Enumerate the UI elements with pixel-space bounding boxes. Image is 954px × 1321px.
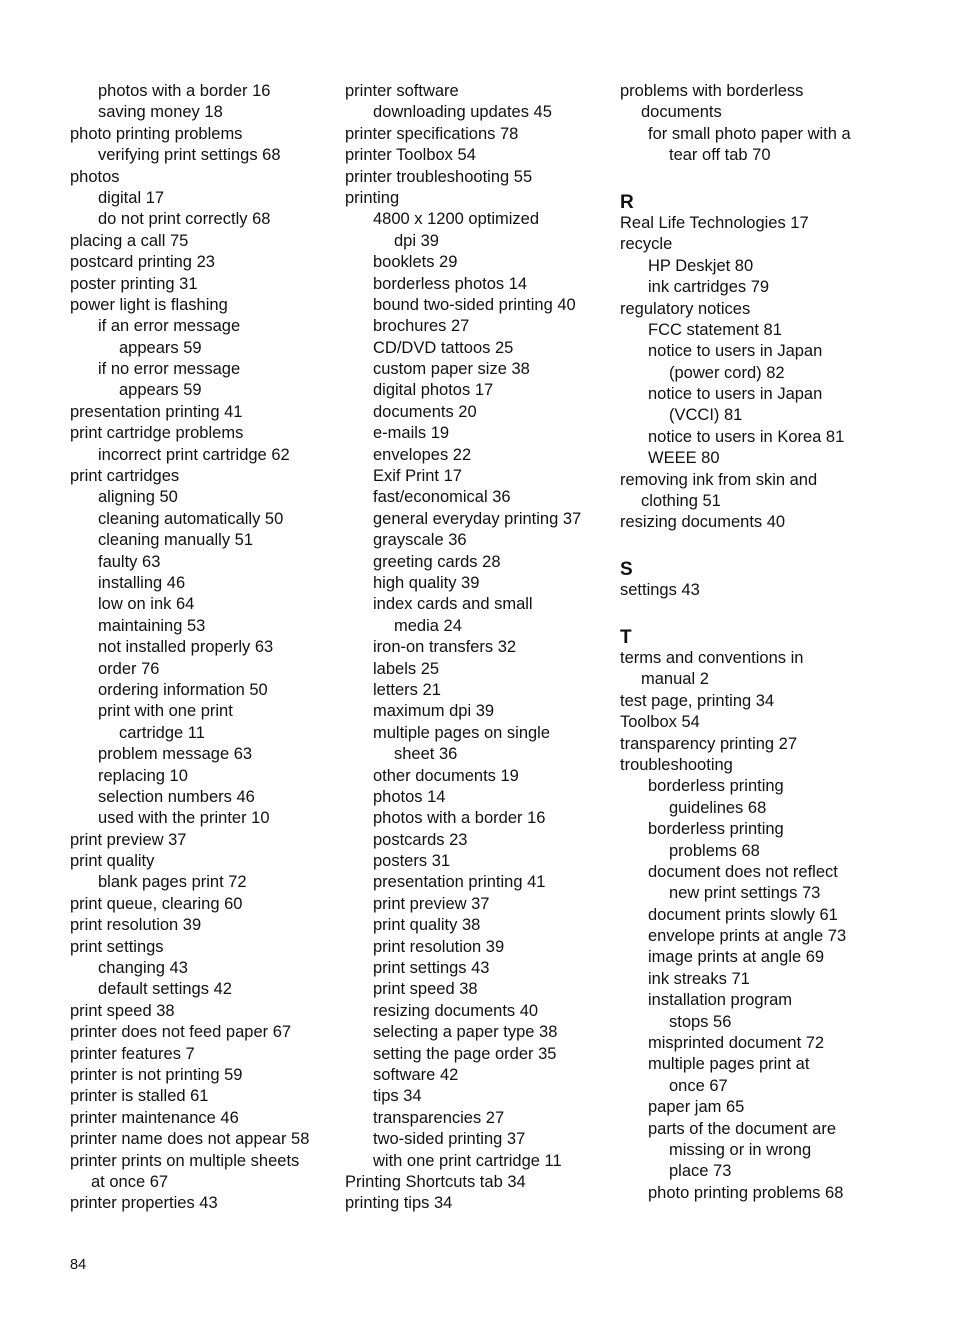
index-entry: default settings 42 [98,980,232,999]
index-entry: if no error message [98,360,241,379]
index-entry: regulatory notices [620,299,751,318]
index-entry: stops 56 [669,1012,732,1031]
index-entry: settings 43 [620,581,700,600]
index-entry: replacing 10 [98,766,188,785]
index-entry: guidelines 68 [669,798,767,817]
index-entry: do not print correctly 68 [98,210,271,229]
index-entry: other documents 19 [373,766,519,785]
index-entry: (VCCI) 81 [669,406,743,425]
index-entry: order 76 [98,659,160,678]
index-entry: photos with a border 16 [373,809,546,828]
index-entry: print resolution 39 [373,937,505,956]
index-entry: ink streaks 71 [648,969,750,988]
index-entry: maximum dpi 39 [373,702,495,721]
index-entry: borderless printing [648,820,784,839]
index-entry: transparency printing 27 [620,734,798,753]
index-entry: missing or in wrong [669,1140,812,1159]
index-entry: photo printing problems 68 [648,1183,844,1202]
index-entry: printer is not printing 59 [70,1065,243,1084]
index-entry: print queue, clearing 60 [70,894,243,913]
index-entry: notice to users in Japan [648,385,823,404]
index-entry: WEEE 80 [648,449,720,468]
index-entry: fast/economical 36 [373,488,511,507]
index-entry: two-sided printing 37 [373,1130,526,1149]
index-entry: notice to users in Korea 81 [648,427,845,446]
index-entry: used with the printer 10 [98,809,270,828]
index-entry: software 42 [373,1065,459,1084]
index-entry: 4800 x 1200 optimized [373,210,540,229]
index-entry: downloading updates 45 [373,103,552,122]
index-entry: posters 31 [373,852,451,871]
index-entry: poster printing 31 [70,274,198,293]
index-entry: print speed 38 [70,1001,175,1020]
index-entry: photos [70,167,120,186]
index-entry: appears 59 [119,338,202,357]
index-entry: Real Life Technologies 17 [620,213,809,232]
index-entry: grayscale 36 [373,531,467,550]
index-entry: notice to users in Japan [648,342,823,361]
index-entry: Printing Shortcuts tab 34 [345,1172,526,1191]
index-entry: brochures 27 [373,317,470,336]
index-entry: presentation printing 41 [70,402,243,421]
index-entry: high quality 39 [373,573,480,592]
index-entry: documents 20 [373,402,477,421]
index-entry: printer prints on multiple sheets [70,1151,300,1170]
index-entry: letters 21 [373,680,441,699]
index-entry: document prints slowly 61 [648,905,838,924]
index-entry: print resolution 39 [70,916,202,935]
index-entry: HP Deskjet 80 [648,256,754,275]
index-entry: if an error message [98,317,241,336]
index-entry: maintaining 53 [98,616,206,635]
index-entry: bound two-sided printing 40 [373,295,576,314]
index-entry: general everyday printing 37 [373,509,582,528]
index-entry: printer maintenance 46 [70,1108,239,1127]
index-entry: placing a call 75 [70,231,189,250]
index-entry: multiple pages on single [373,723,551,742]
index-entry: envelopes 22 [373,445,472,464]
index-entry: misprinted document 72 [648,1034,825,1053]
index-column-3 [620,81,920,1204]
index-entry: tear off tab 70 [669,146,771,165]
index-section-letter: R [620,191,634,213]
index-entry: blank pages print 72 [98,873,247,892]
index-entry: digital 17 [98,188,165,207]
index-entry: installing 46 [98,573,186,592]
index-entry: Toolbox 54 [620,713,700,732]
index-entry: for small photo paper with a [648,124,851,143]
index-entry: labels 25 [373,659,440,678]
index-entry: e-mails 19 [373,424,450,443]
index-entry: iron-on transfers 32 [373,638,517,657]
index-entry: removing ink from skin and [620,470,818,489]
index-section-letter: T [620,626,632,648]
index-entry: greeting cards 28 [373,552,501,571]
index-entry: print with one print [98,702,233,721]
index-entry: incorrect print cartridge 62 [98,445,290,464]
index-entry: at once 67 [91,1172,169,1191]
page-number: 84 [70,1257,87,1273]
index-entry: tips 34 [373,1087,422,1106]
index-entry: transparencies 27 [373,1108,505,1127]
index-entry: power light is flashing [70,295,228,314]
index-entry: FCC statement 81 [648,320,782,339]
index-entry: print settings 43 [373,959,490,978]
index-entry: borderless printing [648,777,784,796]
index-entry: dpi 39 [394,231,439,250]
index-entry: low on ink 64 [98,595,195,614]
index-entry: new print settings 73 [669,884,821,903]
index-entry: print cartridge problems [70,424,244,443]
index-entry: printer properties 43 [70,1194,218,1213]
index-entry: printer software [345,82,459,100]
index-entry: setting the page order 35 [373,1044,557,1063]
index-entry: not installed properly 63 [98,638,274,657]
index-entry: changing 43 [98,959,188,978]
index-entry: multiple pages print at [648,1055,810,1074]
index-entry: parts of the document are [648,1119,837,1138]
index-entry: printer is stalled 61 [70,1087,209,1106]
index-column-1 [70,81,340,1215]
index-entry: photos 14 [373,787,446,806]
index-entry: once 67 [669,1076,728,1095]
index-entry: envelope prints at angle 73 [648,927,847,946]
index-entry: documents [641,103,722,122]
index-entry: printing tips 34 [345,1194,453,1213]
index-entry: index cards and small [373,595,533,614]
index-entry: problems with borderless [620,82,804,100]
index-entry: selection numbers 46 [98,787,255,806]
index-entry: postcard printing 23 [70,253,215,272]
index-entry: installation program [648,991,792,1010]
index-entry: printer troubleshooting 55 [345,167,533,186]
index-entry: paper jam 65 [648,1098,745,1117]
index-entry: print preview 37 [373,894,490,913]
index-entry: image prints at angle 69 [648,948,825,967]
index-entry: print quality 38 [373,916,481,935]
index-entry: print settings [70,937,164,956]
index-section-letter: S [620,558,633,580]
index-entry: selecting a paper type 38 [373,1023,558,1042]
index-entry: recycle [620,235,673,254]
index-entry: borderless photos 14 [373,274,528,293]
index-entry: saving money 18 [98,103,223,122]
index-entry: ink cartridges 79 [648,278,770,297]
index-entry: faulty 63 [98,552,161,571]
index-entry: place 73 [669,1162,732,1181]
index-entry: presentation printing 41 [373,873,546,892]
index-entry: troubleshooting [620,755,733,774]
index-entry: photos with a border 16 [98,82,271,100]
index-entry: test page, printing 34 [620,691,775,710]
index-entry: printer specifications 78 [345,124,519,143]
index-entry: printer Toolbox 54 [345,146,476,165]
index-entry: digital photos 17 [373,381,494,400]
index-entry: print speed 38 [373,980,478,999]
index-entry: sheet 36 [394,745,458,764]
index-entry: aligning 50 [98,488,178,507]
index-entry: print cartridges [70,467,180,486]
index-entry: problem message 63 [98,745,253,764]
index-entry: document does not reflect [648,862,838,881]
index-entry: cleaning automatically 50 [98,509,284,528]
index-entry: print preview 37 [70,830,187,849]
index-entry: cleaning manually 51 [98,531,254,550]
index-entry: resizing documents 40 [620,513,786,532]
index-entry: printer does not feed paper 67 [70,1023,292,1042]
index-entry: media 24 [394,616,462,635]
index-entry: booklets 29 [373,253,458,272]
index-entry: clothing 51 [641,492,721,511]
index-entry: CD/DVD tattoos 25 [373,338,514,357]
index-entry: custom paper size 38 [373,360,530,379]
index-entry: (power cord) 82 [669,363,785,382]
index-entry: verifying print settings 68 [98,146,281,165]
index-entry: with one print cartridge 11 [373,1151,562,1170]
index-entry: Exif Print 17 [373,467,462,486]
index-entry: ordering information 50 [98,680,268,699]
index-entry: cartridge 11 [119,723,205,742]
index-entry: printer name does not appear 58 [70,1130,310,1149]
index-column-2 [345,81,615,1215]
index-entry: printing [345,188,400,207]
index-entry: problems 68 [669,841,760,860]
index-entry: postcards 23 [373,830,468,849]
index-entry: printer features 7 [70,1044,195,1063]
index-entry: resizing documents 40 [373,1001,539,1020]
index-entry: print quality [70,852,155,871]
index-entry: appears 59 [119,381,202,400]
index-entry: manual 2 [641,670,709,689]
index-entry: photo printing problems [70,124,243,143]
index-entry: terms and conventions in [620,648,804,667]
